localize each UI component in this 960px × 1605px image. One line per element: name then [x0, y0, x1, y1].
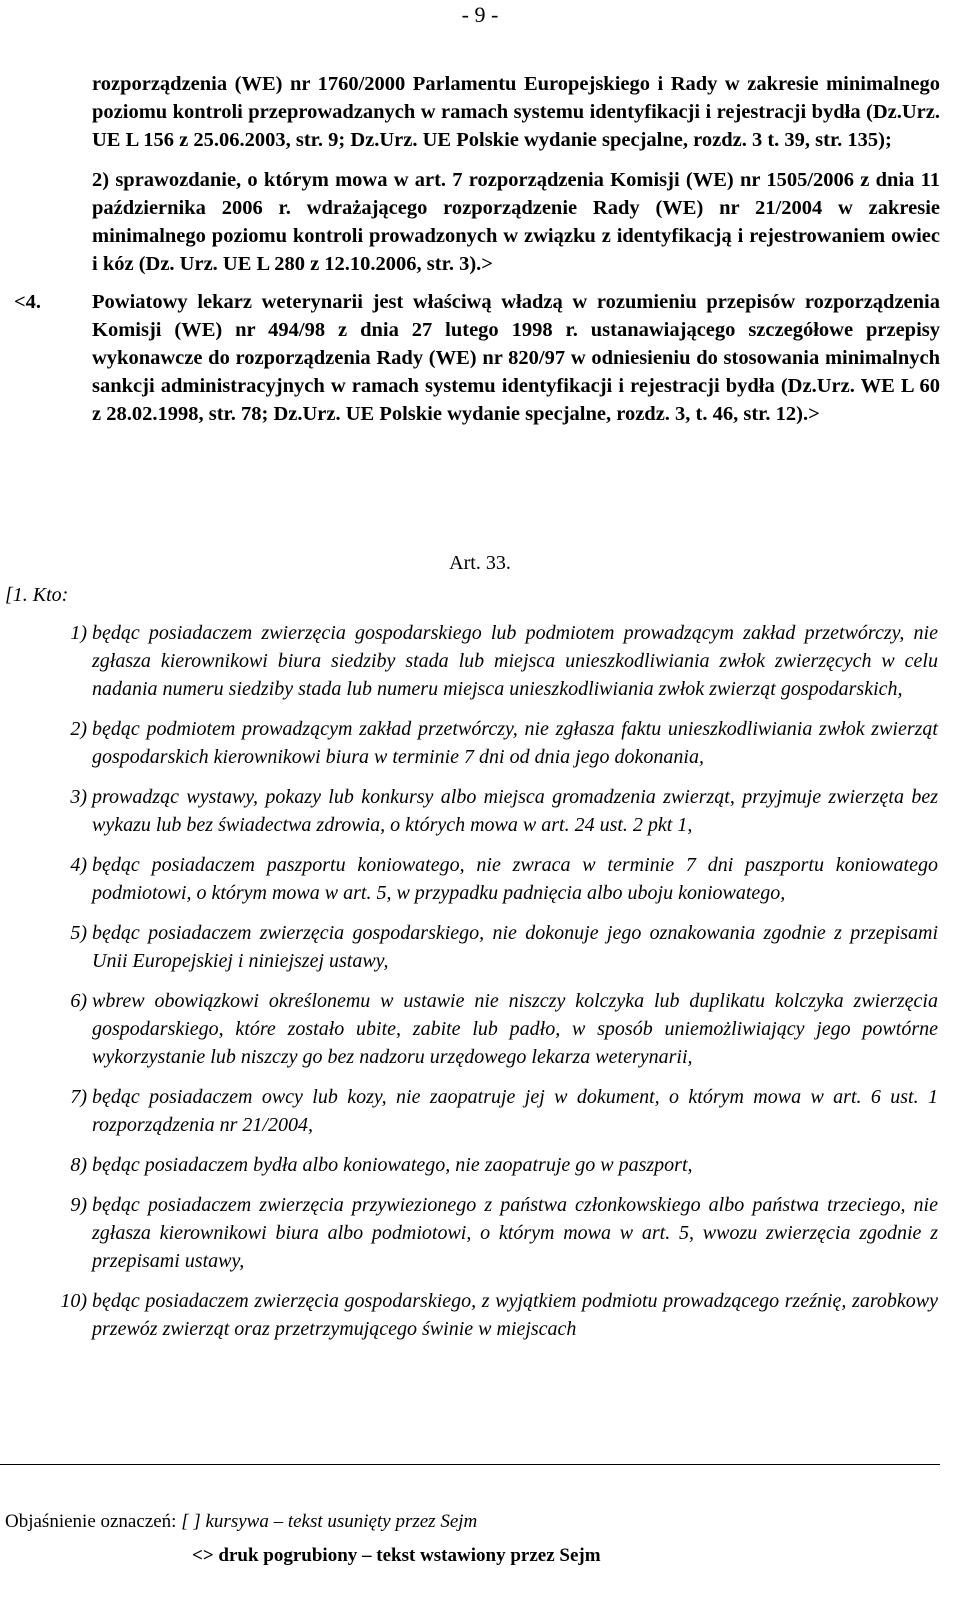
article-intro: [1. Kto:	[5, 584, 69, 606]
legend-bold-note: <> druk pogrubiony – tekst wstawiony przez Sejm	[192, 1545, 601, 1566]
legend-line	[5, 1511, 477, 1533]
article-title: Art. 33.	[449, 552, 511, 574]
list-item-text: wbrew obowiązkowi określonemu w ustawie nie niszczy kolczyka lub duplikatu kolczyka zwierzęcia gospodarskiego, które zostało ubite, zabite lub padło, w sposób uniemożliwiający jego powtórne wykorzystanie lub niszczy go bez nadzoru urzędowego lekarza weterynarii,	[92, 990, 938, 1068]
list-item-number: 2)	[70, 718, 87, 740]
list-item-text: będąc posiadaczem zwierzęcia gospodarskiego lub podmiotem prowadzącym zakład przetwórczy, nie zgłasza kierownikowi biura siedziby stada lub miejsca unieszkodliwiania zwłok zwierzęcych w celu nadania numeru siedziby stada lub numeru miejsca unieszkodliwiania zwłok zwierząt gospodarskich,	[92, 622, 938, 700]
list-item	[70, 1083, 938, 1139]
list-item	[70, 851, 938, 907]
list-item-text: prowadząc wystawy, pokazy lub konkursy albo miejsca gromadzenia zwierząt, przyjmuje zwierzęta bez wykazu lub bez świadectwa zdrowia, o których mowa w art. 24 ust. 2 pkt 1,	[92, 786, 938, 836]
list-item	[70, 619, 938, 703]
list-item-number: 7)	[70, 1086, 87, 1108]
list-item-text: będąc posiadaczem zwierzęcia gospodarskiego, nie dokonuje jego oznakowania zgodnie z przepisami Unii Europejskiej i niniejszej ustawy,	[92, 922, 938, 972]
lead-text-block	[14, 70, 940, 428]
lead-item-2: 2) sprawozdanie, o którym mowa w art. 7 rozporządzenia Komisji (WE) nr 1505/2006 z dnia 11 października 2006 r. wdrażającego rozporządzenie Rady (WE) nr 21/2004 w zakresie minimalnego poziomu kontroli prowadzonych w związku z identyfikacją i rejestrowaniem owiec i kóz (Dz. Urz. UE L 280 z 12.10.2006, str. 3).>	[92, 169, 940, 275]
list-item-number: 3)	[70, 786, 87, 808]
footer-divider	[0, 1464, 940, 1465]
list-item	[70, 987, 938, 1071]
page-number: - 9 -	[461, 2, 499, 27]
lead-paragraph: rozporządzenia (WE) nr 1760/2000 Parlamentu Europejskiego i Rady w zakresie minimalnego poziomu kontroli przeprowadzanych w ramach systemu identyfikacji i rejestracji bydła (Dz.Urz. UE L 156 z 25.06.2003, str. 9; Dz.Urz. UE Polskie wydanie specjalne, rozdz. 3 t. 39, str. 135);	[92, 73, 940, 151]
list-item-text: będąc posiadaczem owcy lub kozy, nie zaopatruje jej w dokument, o którym mowa w art. 6 ust. 1 rozporządzenia nr 21/2004,	[92, 1086, 938, 1136]
article-item-list	[60, 619, 938, 1355]
lead-point-4	[14, 288, 940, 428]
list-item-text: będąc posiadaczem zwierzęcia przywiezionego z państwa członkowskiego albo państwa trzeciego, nie zgłasza kierownikowi biura albo podmiotowi, o którym mowa w art. 5, wwozu zwierzęcia zgodnie z przepisami ustawy,	[92, 1194, 938, 1272]
list-item-text: będąc posiadaczem zwierzęcia gospodarskiego, z wyjątkiem podmiotu prowadzącego rzeźnię, zarobkowy przewóz zwierząt oraz przetrzymującego świnie w miejscach	[92, 1290, 938, 1340]
list-item	[70, 715, 938, 771]
list-item	[70, 1151, 938, 1179]
list-item	[70, 1191, 938, 1275]
list-item-number: 9)	[70, 1194, 87, 1216]
list-item-number: 6)	[70, 990, 87, 1012]
list-item-number: 1)	[70, 622, 87, 644]
list-item-number: 8)	[70, 1154, 87, 1176]
list-item-text: będąc podmiotem prowadzącym zakład przetwórczy, nie zgłasza faktu unieszkodliwiania zwłok zwierząt gospodarskich kierownikowi biura w terminie 7 dni od dnia jego dokonania,	[92, 718, 938, 768]
list-item	[70, 919, 938, 975]
legend-label: Objaśnienie oznaczeń:	[5, 1511, 177, 1532]
list-item-number: 10)	[60, 1290, 87, 1312]
point-4-text: Powiatowy lekarz weterynarii jest właściwą władzą w rozumieniu przepisów rozporządzenia Komisji (WE) nr 494/98 z dnia 27 lutego 1998 r. ustanawiającego szczegółowe przepisy wykonawcze do rozporządzenia Rady (WE) nr 820/97 w odniesieniu do stosowania minimalnych sankcji administracyjnych w ramach systemu identyfikacji i rejestracji bydła (Dz.Urz. WE L 60 z 28.02.1998, str. 78; Dz.Urz. UE Polskie wydanie specjalne, rozdz. 3, t. 46, str. 12).>	[92, 291, 940, 425]
list-item-number: 4)	[70, 854, 87, 876]
list-item	[70, 783, 938, 839]
list-item-text: będąc posiadaczem paszportu koniowatego, nie zwraca w terminie 7 dni paszportu koniowatego podmiotowi, o którym mowa w art. 5, w przypadku padnięcia albo uboju koniowatego,	[92, 854, 938, 904]
list-item	[60, 1287, 938, 1343]
list-item-text: będąc posiadaczem bydła albo koniowatego, nie zaopatruje go w paszport,	[92, 1154, 693, 1176]
point-4-marker: <4.	[14, 291, 42, 313]
legend-italic-note: [ ] kursywa – tekst usunięty przez Sejm	[181, 1511, 478, 1532]
list-item-number: 5)	[70, 922, 87, 944]
